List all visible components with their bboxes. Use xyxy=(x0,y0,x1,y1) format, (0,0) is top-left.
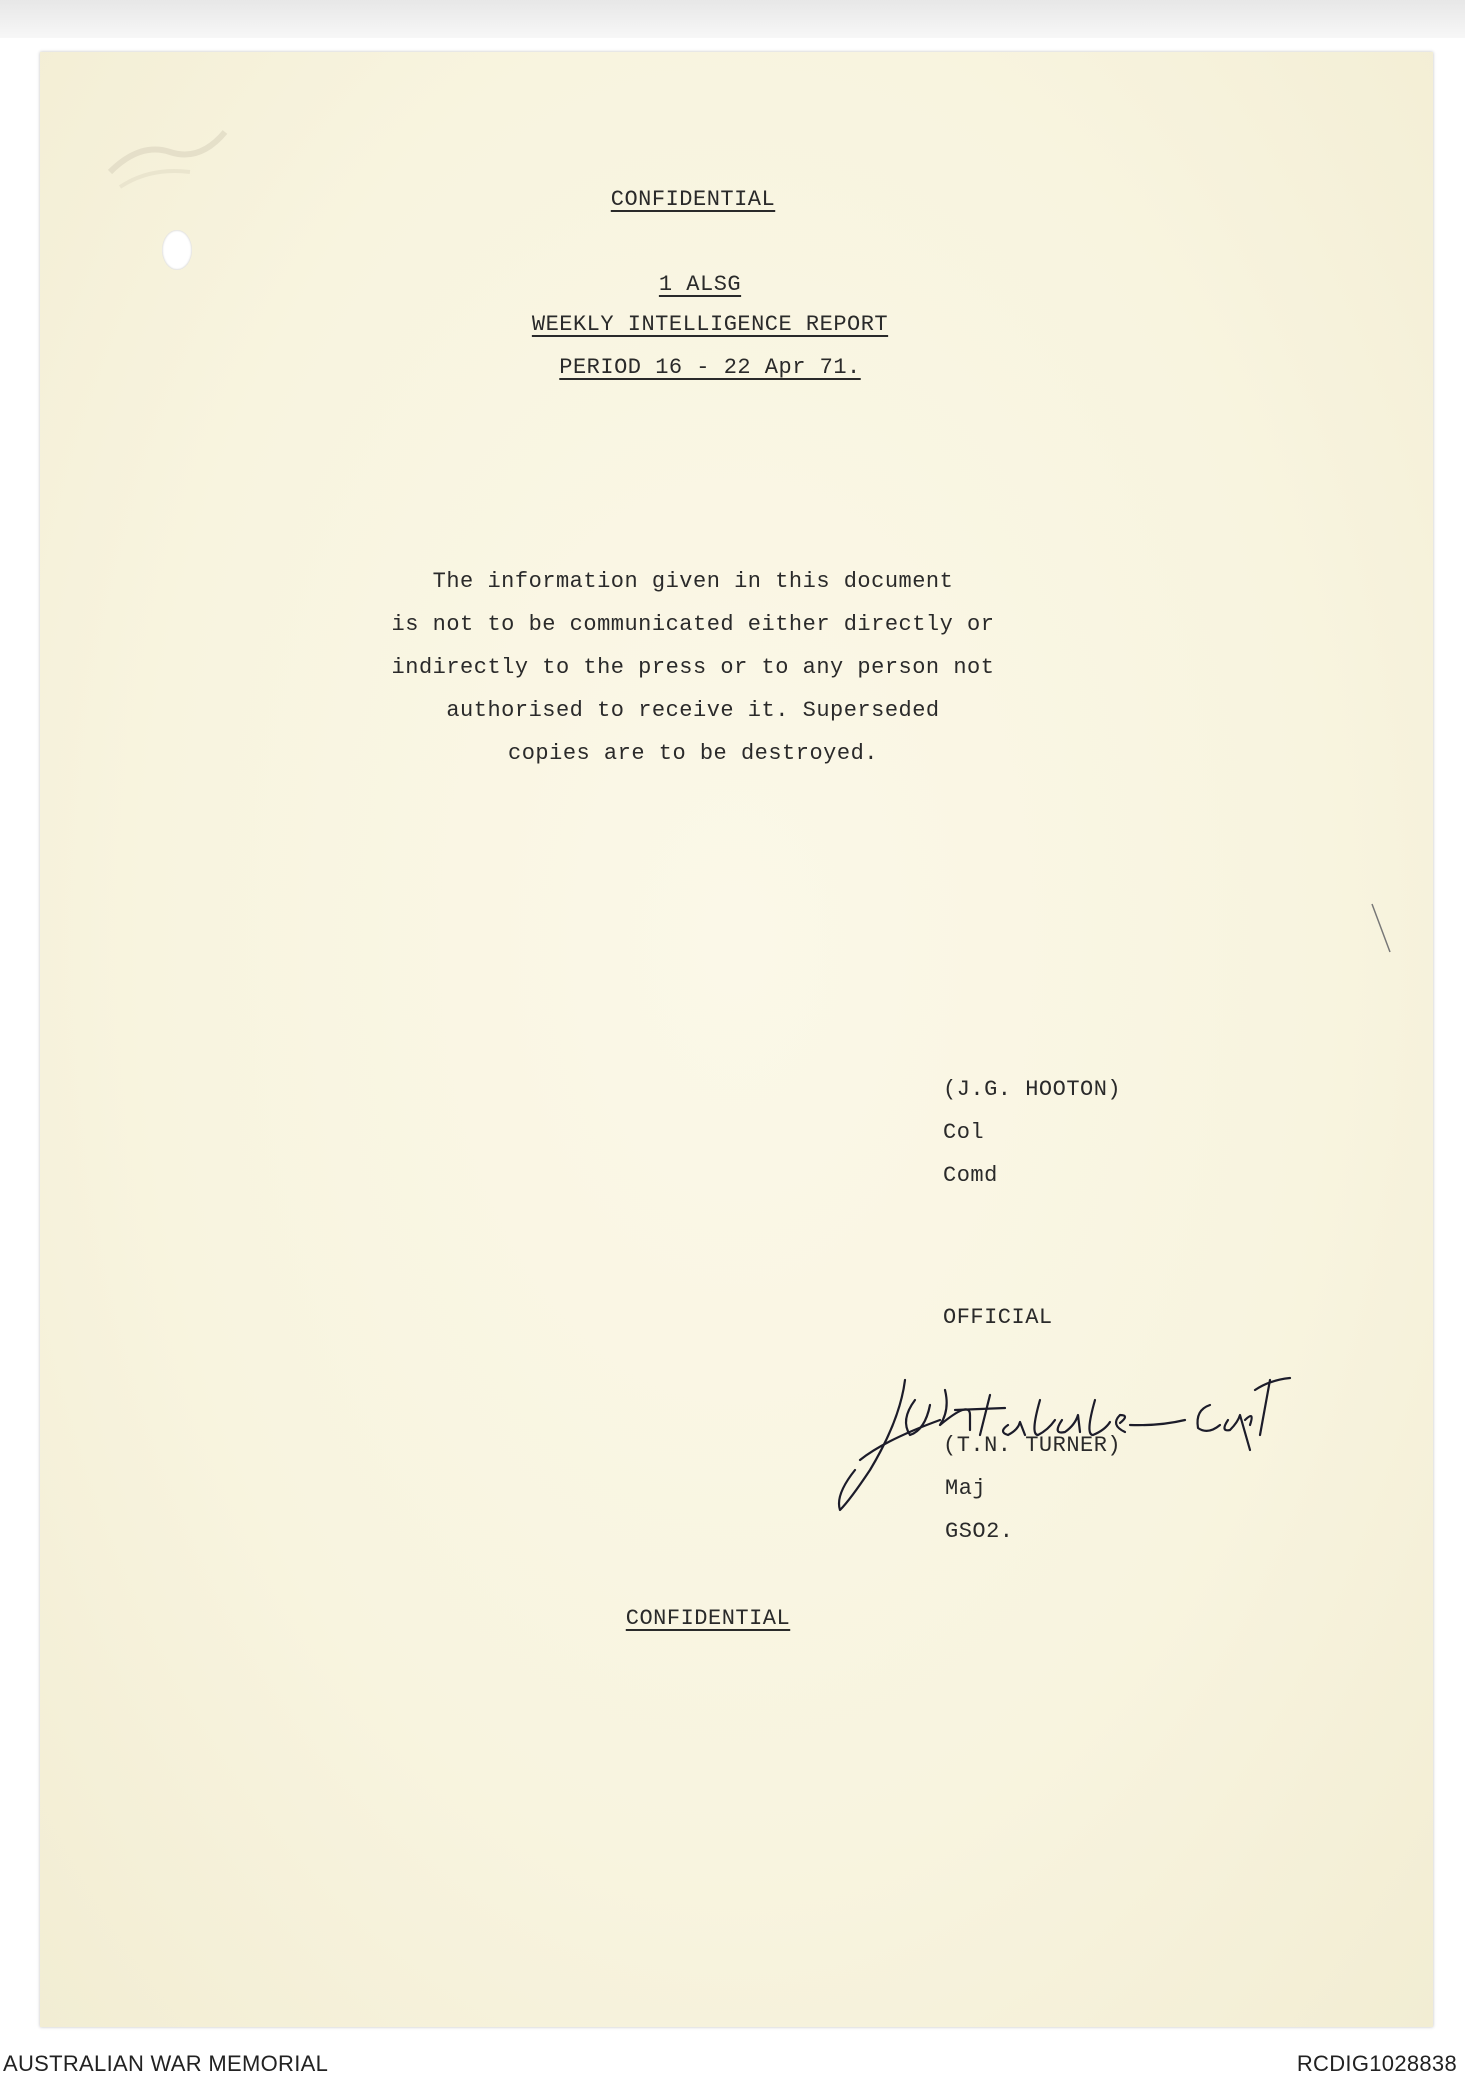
notice-line: copies are to be destroyed. xyxy=(508,741,878,766)
notice-line: authorised to receive it. Superseded xyxy=(446,698,940,723)
report-period: PERIOD 16 - 22 Apr 71. xyxy=(559,355,861,380)
commander-rank: Col xyxy=(943,1120,985,1145)
scanner-shadow xyxy=(0,0,1465,38)
unit-heading: 1 ALSG xyxy=(658,272,742,297)
document-page xyxy=(40,52,1433,2027)
archive-institution: AUSTRALIAN WAR MEMORIAL xyxy=(3,2051,329,2076)
report-title: WEEKLY INTELLIGENCE REPORT xyxy=(531,312,889,337)
notice-line: The information given in this document xyxy=(432,569,954,594)
official-label: OFFICIAL xyxy=(943,1305,1053,1330)
classification-top: CONFIDENTIAL xyxy=(610,187,776,212)
archive-record-id: RCDIG1028838 xyxy=(1296,2051,1457,2076)
commander-appointment: Comd xyxy=(943,1163,998,1188)
signatory-rank: Maj xyxy=(945,1476,987,1501)
commander-name: (J.G. HOOTON) xyxy=(943,1077,1122,1102)
notice-line: is not to be communicated either directly or xyxy=(391,612,995,637)
security-notice xyxy=(373,560,1013,775)
punch-hole xyxy=(162,230,192,270)
paper-damage-mark xyxy=(100,112,230,192)
notice-line: indirectly to the press or to any person not xyxy=(391,655,995,680)
signatory-appointment: GSO2. xyxy=(945,1519,1014,1544)
pencil-mark xyxy=(1370,902,1400,962)
classification-bottom: CONFIDENTIAL xyxy=(625,1606,791,1631)
signatory-name: (T.N. TURNER) xyxy=(943,1433,1122,1458)
